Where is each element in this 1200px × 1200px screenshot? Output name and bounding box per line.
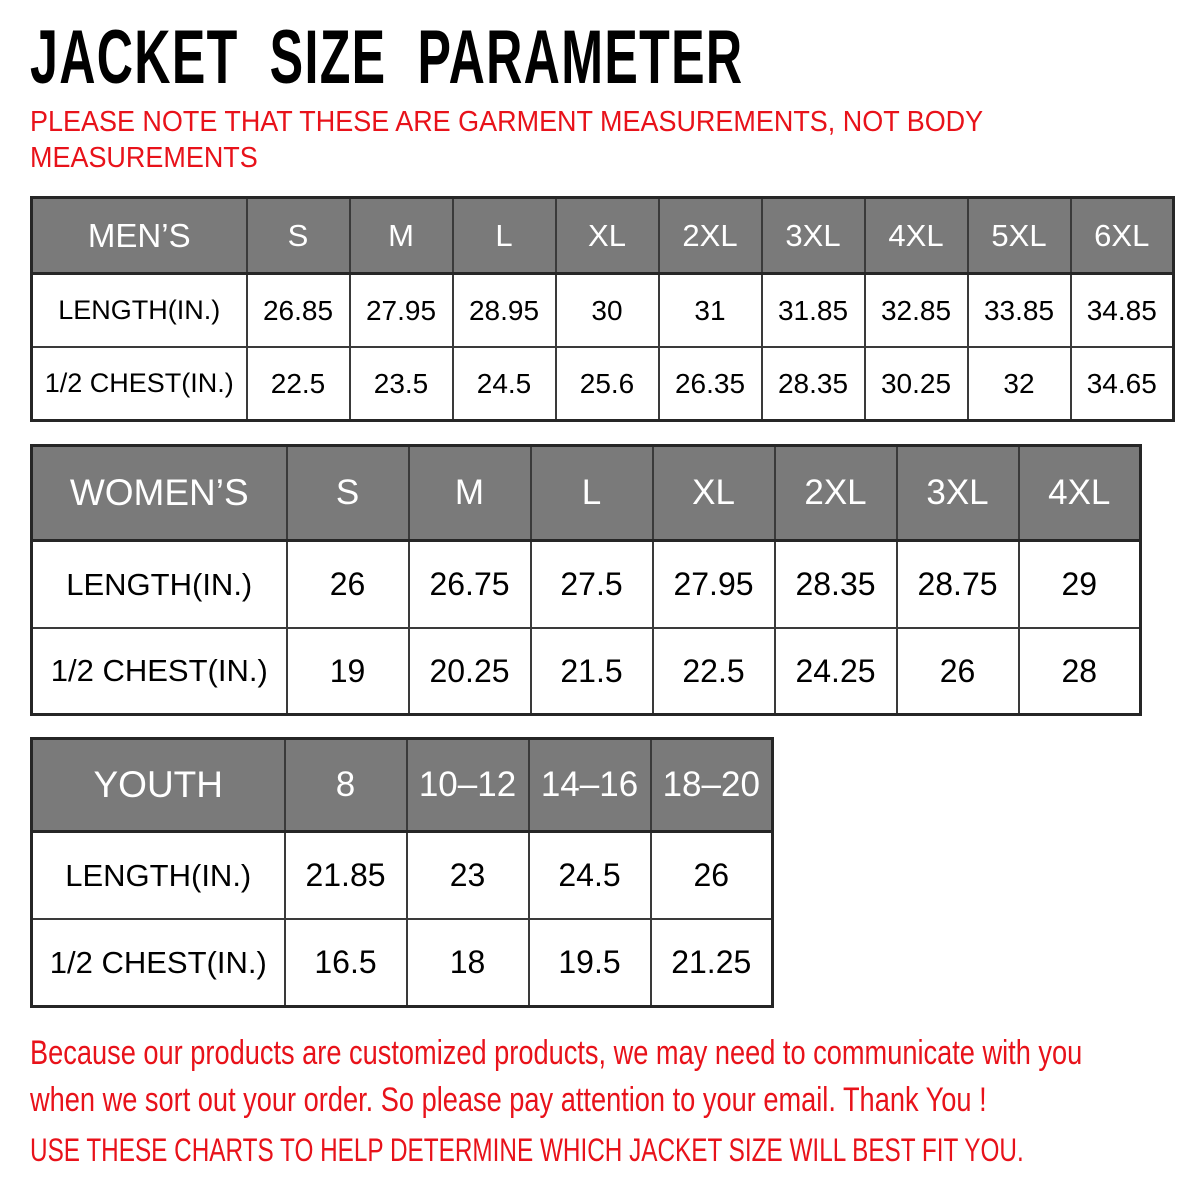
garment-note-line-1: PLEASE NOTE THAT THESE ARE GARMENT MEASUREMENTS, NOT BODY bbox=[30, 106, 984, 138]
youth-size-header: 18–20 bbox=[651, 739, 773, 832]
womens-chest-row bbox=[32, 628, 1141, 715]
womens-size-header: XL bbox=[653, 446, 775, 541]
mens-chest-value: 26.35 bbox=[659, 347, 762, 421]
mens-size-header: L bbox=[453, 198, 556, 274]
mens-length-value: 33.85 bbox=[968, 274, 1071, 348]
womens-chest-value: 24.25 bbox=[775, 628, 897, 715]
mens-length-value: 28.95 bbox=[453, 274, 556, 348]
youth-size-header: 8 bbox=[285, 739, 407, 832]
mens-size-header: 3XL bbox=[762, 198, 865, 274]
footer-note-line-1: Because our products are customized products, we may need to communicate with you bbox=[30, 1034, 1083, 1072]
youth-length-value: 24.5 bbox=[529, 832, 651, 920]
womens-chest-value: 21.5 bbox=[531, 628, 653, 715]
mens-size-header: 6XL bbox=[1071, 198, 1174, 274]
mens-length-value: 32.85 bbox=[865, 274, 968, 348]
mens-size-header: 2XL bbox=[659, 198, 762, 274]
womens-chest-value: 20.25 bbox=[409, 628, 531, 715]
womens-length-value: 26.75 bbox=[409, 541, 531, 629]
womens-length-value: 29 bbox=[1019, 541, 1141, 629]
mens-length-value: 26.85 bbox=[247, 274, 350, 348]
womens-size-table bbox=[30, 444, 1142, 716]
youth-chest-label: 1/2 CHEST(IN.) bbox=[32, 919, 285, 1007]
footer-note-line-2: when we sort out your order. So please pay attention to your email. Thank You ! bbox=[30, 1081, 987, 1119]
footer-note bbox=[30, 1030, 1082, 1124]
youth-length-value: 21.85 bbox=[285, 832, 407, 920]
youth-size-header: 10–12 bbox=[407, 739, 529, 832]
garment-note bbox=[30, 104, 983, 176]
youth-chest-value: 18 bbox=[407, 919, 529, 1007]
footer-caps-line: USE THESE CHARTS TO HELP DETERMINE WHICH JACKET SIZE WILL BEST FIT YOU. bbox=[30, 1132, 1024, 1168]
womens-length-value: 26 bbox=[287, 541, 409, 629]
mens-length-label: LENGTH(IN.) bbox=[32, 274, 247, 348]
womens-chest-value: 22.5 bbox=[653, 628, 775, 715]
mens-size-header: XL bbox=[556, 198, 659, 274]
mens-size-header: 5XL bbox=[968, 198, 1071, 274]
youth-chest-value: 16.5 bbox=[285, 919, 407, 1007]
womens-length-value: 28.75 bbox=[897, 541, 1019, 629]
youth-length-label: LENGTH(IN.) bbox=[32, 832, 285, 920]
mens-chest-value: 34.65 bbox=[1071, 347, 1174, 421]
mens-length-value: 31 bbox=[659, 274, 762, 348]
mens-length-value: 30 bbox=[556, 274, 659, 348]
mens-length-value: 27.95 bbox=[350, 274, 453, 348]
youth-chest-value: 19.5 bbox=[529, 919, 651, 1007]
mens-chest-value: 25.6 bbox=[556, 347, 659, 421]
mens-header-row bbox=[32, 198, 1174, 274]
womens-chest-value: 26 bbox=[897, 628, 1019, 715]
garment-note-line-2: MEASUREMENTS bbox=[30, 142, 258, 174]
youth-chest-row bbox=[32, 919, 773, 1007]
womens-size-header: S bbox=[287, 446, 409, 541]
mens-size-header: S bbox=[247, 198, 350, 274]
womens-size-header: M bbox=[409, 446, 531, 541]
womens-length-value: 28.35 bbox=[775, 541, 897, 629]
mens-size-header: 4XL bbox=[865, 198, 968, 274]
youth-header-row bbox=[32, 739, 773, 832]
youth-chest-value: 21.25 bbox=[651, 919, 773, 1007]
youth-size-header: 14–16 bbox=[529, 739, 651, 832]
womens-chest-label: 1/2 CHEST(IN.) bbox=[32, 628, 287, 715]
womens-length-label: LENGTH(IN.) bbox=[32, 541, 287, 629]
youth-length-row bbox=[32, 832, 773, 920]
mens-chest-value: 22.5 bbox=[247, 347, 350, 421]
mens-chest-value: 30.25 bbox=[865, 347, 968, 421]
youth-size-table bbox=[30, 737, 774, 1008]
womens-group-label: WOMEN’S bbox=[32, 446, 287, 541]
mens-group-label: MEN’S bbox=[32, 198, 247, 274]
mens-chest-value: 23.5 bbox=[350, 347, 453, 421]
youth-group-label: YOUTH bbox=[32, 739, 285, 832]
womens-chest-value: 28 bbox=[1019, 628, 1141, 715]
mens-chest-value: 28.35 bbox=[762, 347, 865, 421]
mens-size-header: M bbox=[350, 198, 453, 274]
mens-chest-row bbox=[32, 347, 1174, 421]
mens-chest-value: 32 bbox=[968, 347, 1071, 421]
mens-length-row bbox=[32, 274, 1174, 348]
womens-size-header: L bbox=[531, 446, 653, 541]
page-title: JACKET SIZE PARAMETER bbox=[30, 15, 744, 100]
womens-size-header: 3XL bbox=[897, 446, 1019, 541]
womens-length-row bbox=[32, 541, 1141, 629]
womens-length-value: 27.95 bbox=[653, 541, 775, 629]
womens-size-header: 4XL bbox=[1019, 446, 1141, 541]
mens-chest-label: 1/2 CHEST(IN.) bbox=[32, 347, 247, 421]
mens-length-value: 34.85 bbox=[1071, 274, 1174, 348]
youth-length-value: 23 bbox=[407, 832, 529, 920]
womens-size-header: 2XL bbox=[775, 446, 897, 541]
youth-length-value: 26 bbox=[651, 832, 773, 920]
mens-size-table bbox=[30, 196, 1175, 422]
womens-header-row bbox=[32, 446, 1141, 541]
womens-length-value: 27.5 bbox=[531, 541, 653, 629]
mens-length-value: 31.85 bbox=[762, 274, 865, 348]
mens-chest-value: 24.5 bbox=[453, 347, 556, 421]
womens-chest-value: 19 bbox=[287, 628, 409, 715]
